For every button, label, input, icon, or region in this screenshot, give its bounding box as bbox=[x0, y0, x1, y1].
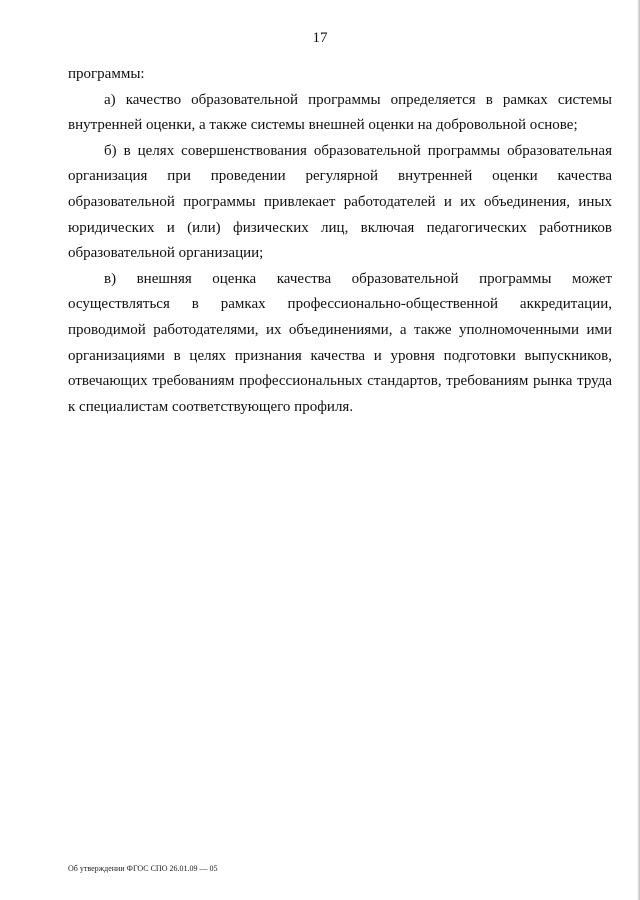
document-footer: Об утверждении ФГОС СПО 26.01.09 — 05 bbox=[68, 864, 218, 873]
paragraph-c: в) внешняя оценка качества образовательной программы может осуществляться в рамках профессионально-общественной аккредитации, проводимой работодателями, их объединениями, а также уполномоченными ими организациями в целях признания качества и уровня подготовки выпускников, отвечающих требованиям профессиональных стандартов, требованиям рынка труда к специалистам соответствующего профиля. bbox=[68, 270, 612, 415]
paragraph-b: б) в целях совершенствования образовательной программы образовательная организация при проведении регулярной внутренней оценки качества образовательной программы привлекает работодателей и их объединения, иных юридических и (или) физических лиц, включая педагогических работников образовательной организации; bbox=[68, 142, 612, 262]
paragraph-a: а) качество образовательной программы определяется в рамках системы внутренней оценки, а также системы внешней оценки на добровольной основе; bbox=[68, 91, 612, 134]
page-number: 17 bbox=[312, 30, 328, 46]
paragraph-continuation: программы: bbox=[68, 66, 145, 82]
document-body bbox=[68, 62, 612, 420]
